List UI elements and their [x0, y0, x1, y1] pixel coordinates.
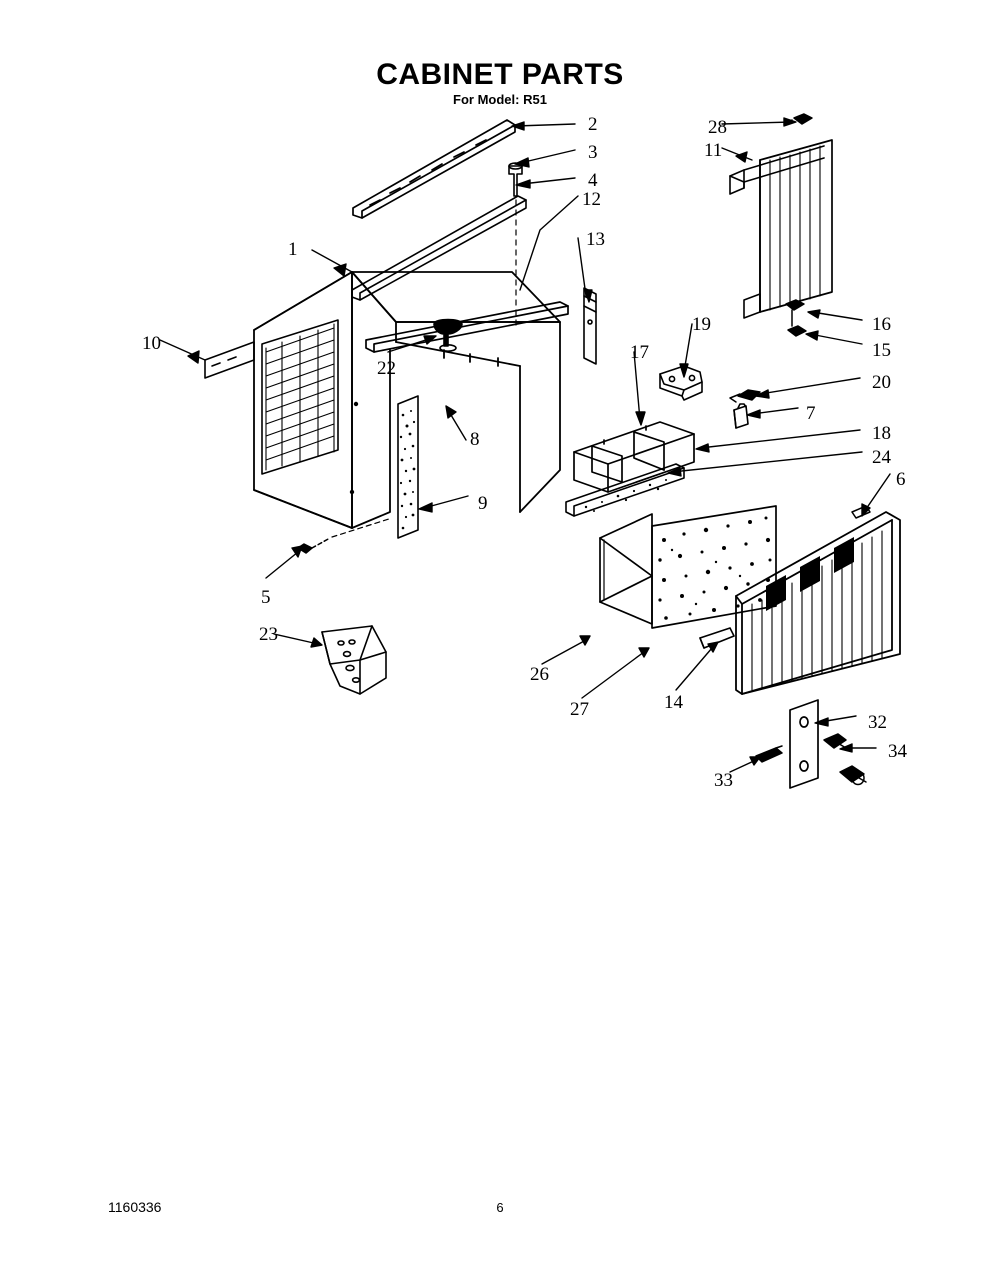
- callout-15: 15: [872, 340, 891, 361]
- callout-20: 20: [872, 372, 891, 393]
- callout-5: 5: [261, 587, 271, 608]
- callout-12: 12: [582, 189, 601, 210]
- callout-27: 27: [570, 699, 589, 720]
- callout-6: 6: [896, 469, 906, 490]
- model-subtitle: For Model: R51: [453, 92, 547, 107]
- callout-10: 10: [142, 333, 161, 354]
- callout-16: 16: [872, 314, 891, 335]
- callout-4: 4: [588, 170, 598, 191]
- callout-1: 1: [288, 239, 298, 260]
- page-title: CABINET PARTS: [376, 58, 624, 91]
- callout-24: 24: [872, 447, 891, 468]
- callout-34: 34: [888, 741, 907, 762]
- callout-26: 26: [530, 664, 549, 685]
- callout-22: 22: [377, 358, 396, 379]
- callout-23: 23: [259, 624, 278, 645]
- callout-17: 17: [630, 342, 649, 363]
- callout-32: 32: [868, 712, 887, 733]
- callout-28: 28: [708, 117, 727, 138]
- callout-14: 14: [664, 692, 683, 713]
- callout-18: 18: [872, 423, 891, 444]
- callout-11: 11: [704, 140, 723, 161]
- callout-2: 2: [588, 114, 598, 135]
- document-code: 1160336: [108, 1199, 162, 1215]
- callout-9: 9: [478, 493, 488, 514]
- callout-8: 8: [470, 429, 480, 450]
- page-number: 6: [496, 1200, 504, 1215]
- callout-3: 3: [588, 142, 598, 163]
- callout-13: 13: [586, 229, 605, 250]
- callout-33: 33: [714, 770, 733, 791]
- callout-7: 7: [806, 403, 816, 424]
- callout-19: 19: [692, 314, 711, 335]
